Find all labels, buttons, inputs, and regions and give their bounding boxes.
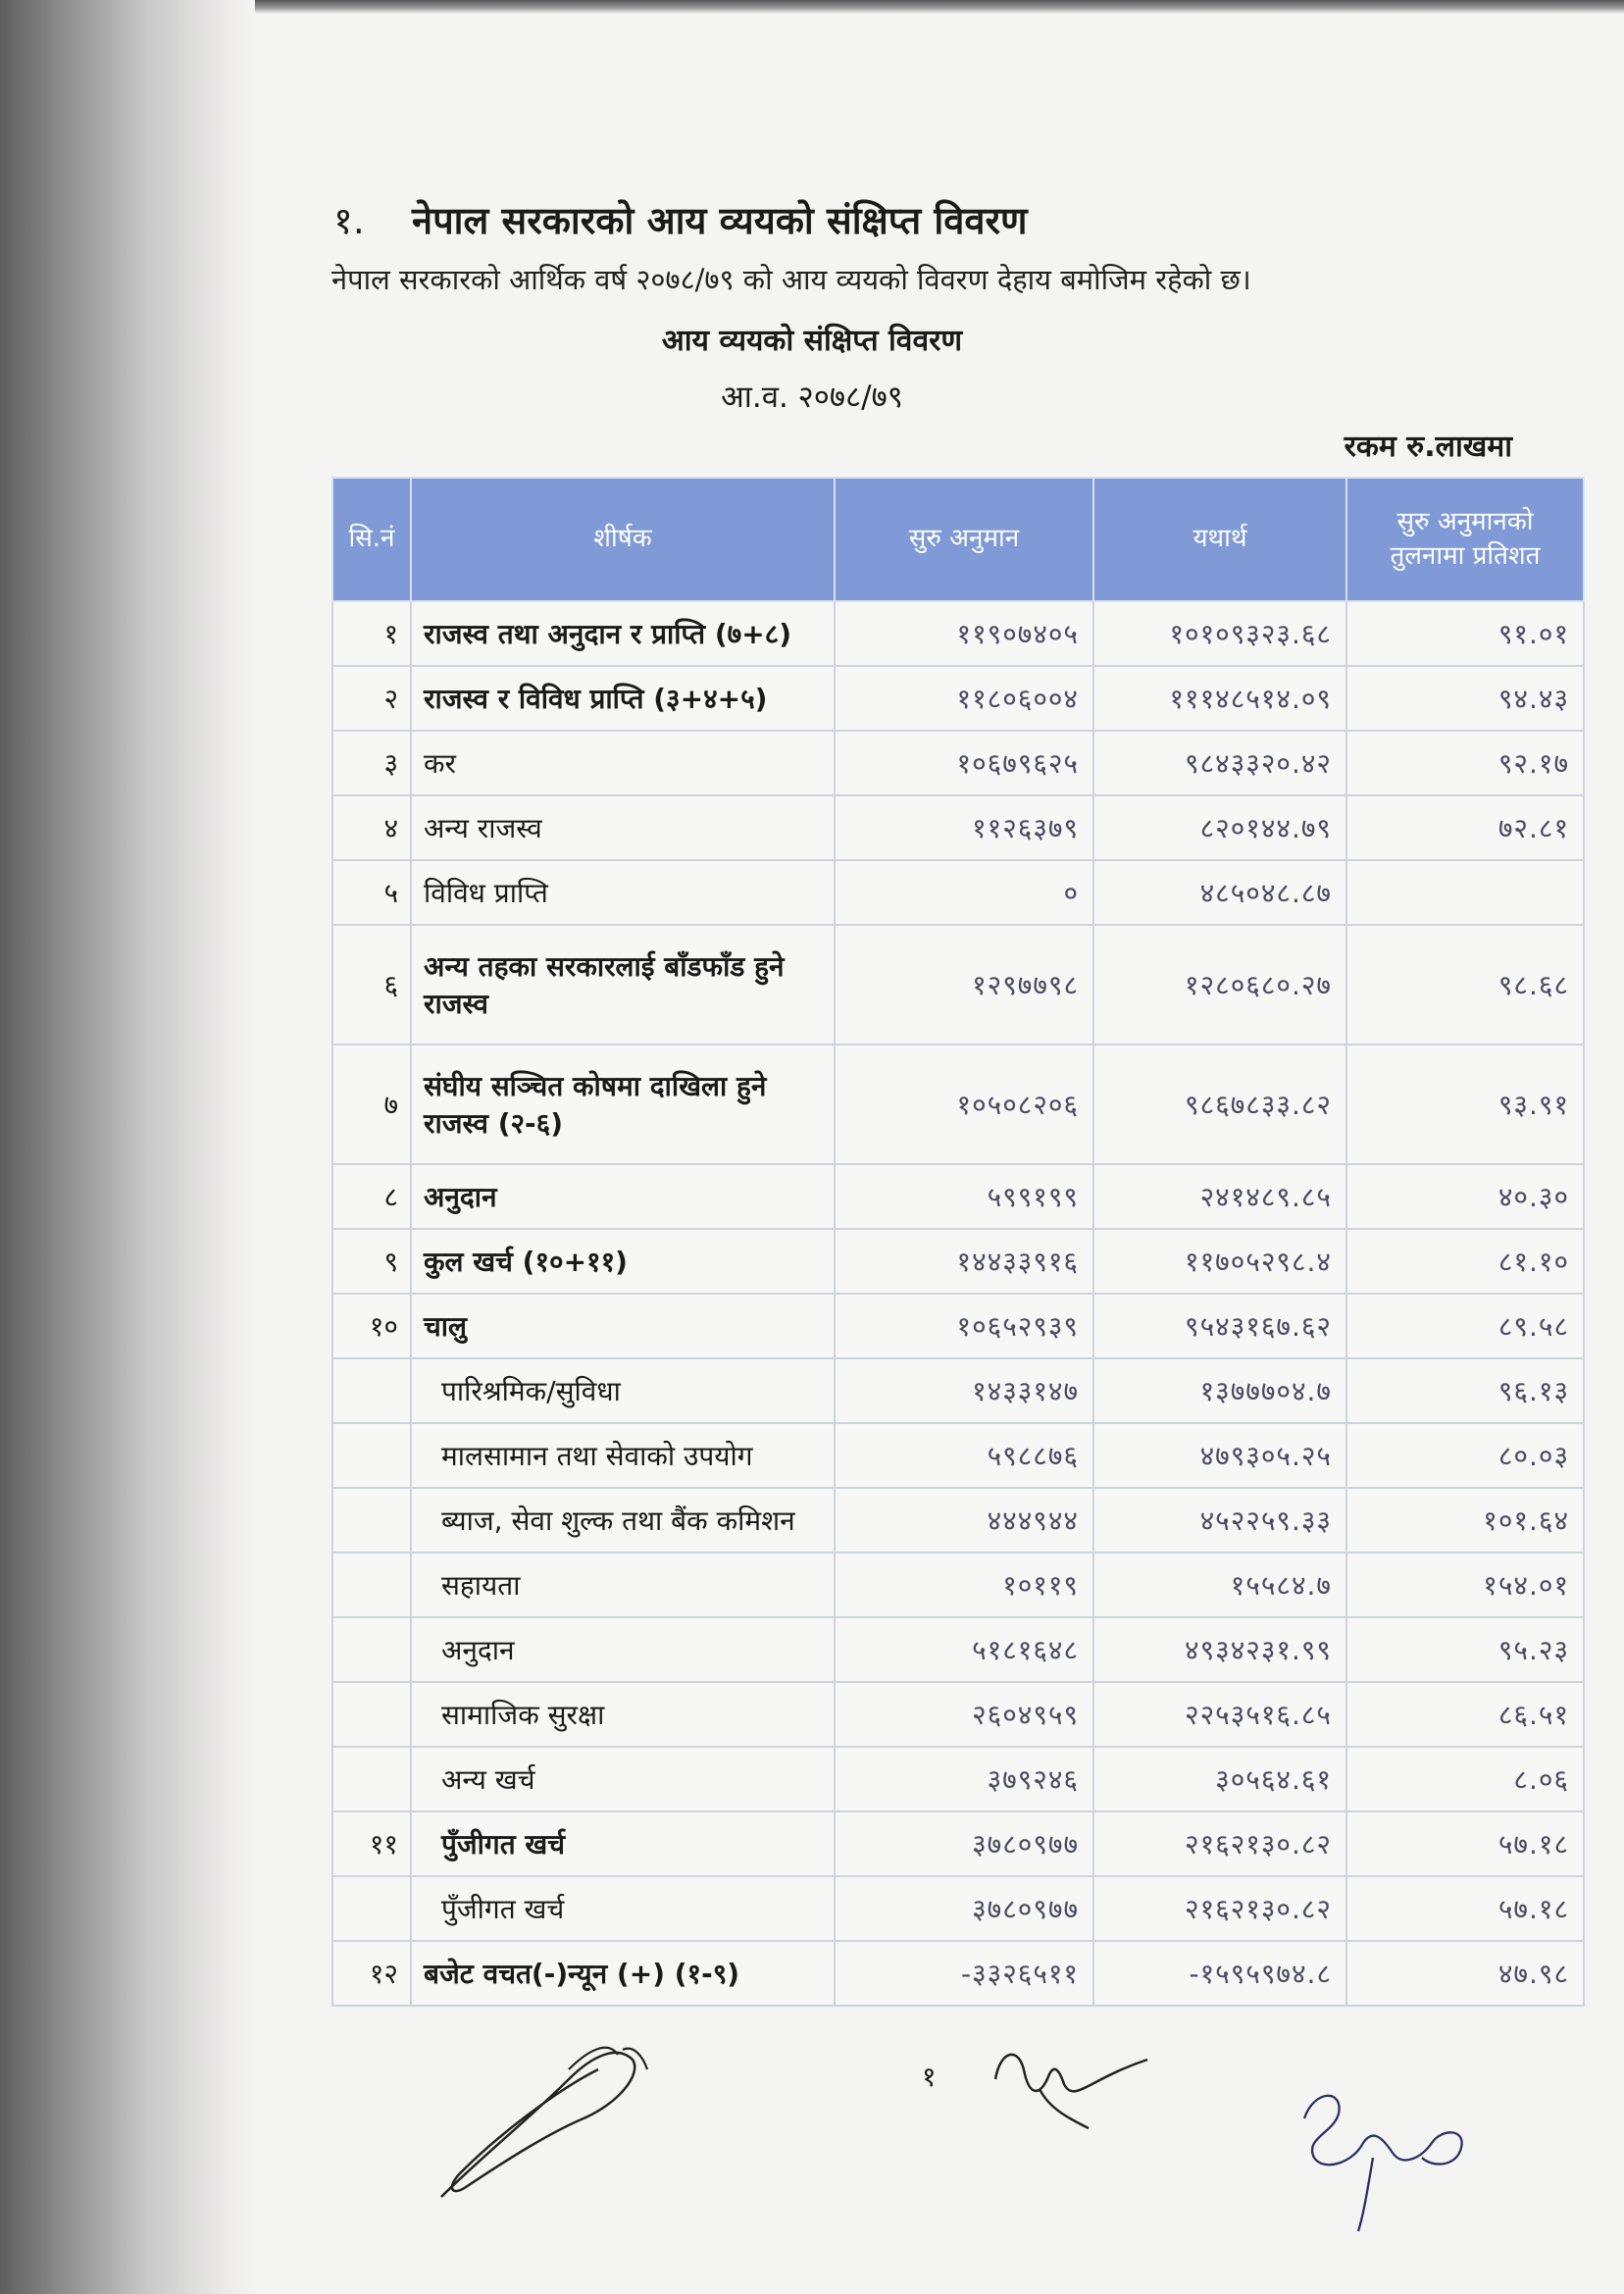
row-actual: २४१४८९.८५ <box>1093 1164 1346 1229</box>
table-header-row <box>332 478 1584 601</box>
row-percent: ७२.८१ <box>1346 795 1584 860</box>
section-title: नेपाल सरकारको आय व्ययको संक्षिप्त विवरण <box>412 199 1028 242</box>
row-percent: ९५.२३ <box>1346 1617 1584 1682</box>
row-label-line2: राजस्व (२-६) <box>424 1107 564 1140</box>
row-percent: १०१.६४ <box>1346 1488 1584 1553</box>
row-estimate: ११९०७४०५ <box>835 601 1093 666</box>
row-sn: ७ <box>332 1045 411 1164</box>
row-label-line2: राजस्व <box>424 988 488 1020</box>
intro-text: नेपाल सरकारको आर्थिक वर्ष २०७८/७९ को आय व्ययको विवरण देहाय बमोजिम रहेको छ। <box>331 263 1251 296</box>
row-actual: ३०५६४.६१ <box>1093 1747 1346 1811</box>
row-sn <box>332 1617 411 1682</box>
signature-middle <box>981 2020 1157 2138</box>
row-percent <box>1346 860 1584 925</box>
row-estimate: ११२६३७९ <box>835 795 1093 860</box>
row-label: अनुदान <box>411 1164 835 1229</box>
header-estimate: सुरु अनुमान <box>835 478 1093 601</box>
table-row <box>332 795 1584 860</box>
row-label-line1: अन्य तहका सरकारलाई बाँडफाँड हुने <box>424 950 785 983</box>
row-percent: १५४.०१ <box>1346 1553 1584 1617</box>
row-actual: ८२०१४४.७९ <box>1093 795 1346 860</box>
row-label: पुँजीगत खर्च <box>411 1811 835 1876</box>
table-row <box>332 1488 1584 1553</box>
table-row <box>332 1423 1584 1488</box>
row-estimate: १२९७७९८ <box>835 925 1093 1045</box>
table-row <box>332 601 1584 666</box>
row-percent: ८०.०३ <box>1346 1423 1584 1488</box>
header-percent-line1: सुरु अनुमानको <box>1396 506 1534 536</box>
row-sn: १ <box>332 601 411 666</box>
row-actual: ९८६७८३३.८२ <box>1093 1045 1346 1164</box>
row-label: राजस्व र विविध प्राप्ति (३+४+५) <box>411 666 835 731</box>
row-sn <box>332 1358 411 1423</box>
row-actual: १२८०६८०.२७ <box>1093 925 1346 1045</box>
row-actual: ४८५०४८.८७ <box>1093 860 1346 925</box>
table-row <box>332 1294 1584 1358</box>
row-sn <box>332 1682 411 1747</box>
row-actual: ४५२२५९.३३ <box>1093 1488 1346 1553</box>
table-row <box>332 1876 1584 1941</box>
row-sn: २ <box>332 666 411 731</box>
row-label: सामाजिक सुरक्षा <box>411 1682 835 1747</box>
header-percent <box>1346 478 1584 601</box>
budget-summary-table <box>331 477 1585 2007</box>
table-title: आय व्ययको संक्षिप्त विवरण <box>661 324 963 358</box>
table-row <box>332 1617 1584 1682</box>
row-label: चालु <box>411 1294 835 1358</box>
row-percent: ५७.१८ <box>1346 1811 1584 1876</box>
row-label <box>411 925 835 1045</box>
row-estimate: १४४३३९१६ <box>835 1229 1093 1294</box>
row-percent: ८१.१० <box>1346 1229 1584 1294</box>
row-sn <box>332 1488 411 1553</box>
page-number: १ <box>922 2061 937 2093</box>
row-sn: १२ <box>332 1941 411 2006</box>
row-estimate: ४४४९४४ <box>835 1488 1093 1553</box>
row-percent: ९४.४३ <box>1346 666 1584 731</box>
row-label: अनुदान <box>411 1617 835 1682</box>
row-percent: ४०.३० <box>1346 1164 1584 1229</box>
row-actual: ४७९३०५.२५ <box>1093 1423 1346 1488</box>
fiscal-year: आ.व. २०७८/७९ <box>721 380 903 415</box>
row-sn: ५ <box>332 860 411 925</box>
row-label-line1: संघीय सञ्चित कोषमा दाखिला हुने <box>424 1070 767 1102</box>
row-estimate: १०५०८२०६ <box>835 1045 1093 1164</box>
row-label: विविध प्राप्ति <box>411 860 835 925</box>
row-estimate: २६०४९५९ <box>835 1682 1093 1747</box>
table-row <box>332 1045 1584 1164</box>
row-estimate: ३७८०९७७ <box>835 1811 1093 1876</box>
row-sn <box>332 1423 411 1488</box>
row-actual: १०१०९३२३.६८ <box>1093 601 1346 666</box>
table-row <box>332 1811 1584 1876</box>
row-estimate: ३७८०९७७ <box>835 1876 1093 1941</box>
row-label <box>411 1045 835 1164</box>
row-actual: ४९३४२३१.९९ <box>1093 1617 1346 1682</box>
table-row <box>332 860 1584 925</box>
table-row <box>332 925 1584 1045</box>
row-estimate: १४३३१४७ <box>835 1358 1093 1423</box>
row-percent: ९१.०१ <box>1346 601 1584 666</box>
amount-unit: रकम रु.लाखमा <box>1344 430 1512 464</box>
row-estimate: -३३२६५११ <box>835 1941 1093 2006</box>
header-actual: यथार्थ <box>1093 478 1346 601</box>
row-estimate: १०११९ <box>835 1553 1093 1617</box>
row-sn <box>332 1553 411 1617</box>
row-estimate: ५९८८७६ <box>835 1423 1093 1488</box>
table-row <box>332 1941 1584 2006</box>
row-label: सहायता <box>411 1553 835 1617</box>
row-actual: -१५९५९७४.८ <box>1093 1941 1346 2006</box>
row-percent: ८९.५८ <box>1346 1294 1584 1358</box>
row-sn: ९ <box>332 1229 411 1294</box>
row-label: कर <box>411 731 835 795</box>
row-actual: ११७०५२९८.४ <box>1093 1229 1346 1294</box>
row-label: बजेट वचत(-)न्यून (+) (१-९) <box>411 1941 835 2006</box>
row-label: पारिश्रमिक/सुविधा <box>411 1358 835 1423</box>
row-estimate: ० <box>835 860 1093 925</box>
row-percent: ९२.१७ <box>1346 731 1584 795</box>
table-row <box>332 1747 1584 1811</box>
section-number: १. <box>333 199 365 242</box>
row-sn: ६ <box>332 925 411 1045</box>
table-row <box>332 1229 1584 1294</box>
row-estimate: ५१८१६४८ <box>835 1617 1093 1682</box>
row-percent: ८६.५१ <box>1346 1682 1584 1747</box>
row-actual: २१६२१३०.८२ <box>1093 1876 1346 1941</box>
row-estimate: ११८०६००४ <box>835 666 1093 731</box>
table-row <box>332 1358 1584 1423</box>
signature-right <box>1285 2060 1481 2236</box>
row-actual: १११४८५१४.०९ <box>1093 666 1346 731</box>
row-estimate: ५९९१९९ <box>835 1164 1093 1229</box>
signature-left <box>422 2011 657 2207</box>
row-percent: ९८.६८ <box>1346 925 1584 1045</box>
row-sn: ८ <box>332 1164 411 1229</box>
row-actual: २२५३५१६.८५ <box>1093 1682 1346 1747</box>
row-sn: ३ <box>332 731 411 795</box>
row-percent: ४७.९८ <box>1346 1941 1584 2006</box>
row-actual: १५५८४.७ <box>1093 1553 1346 1617</box>
row-sn: ११ <box>332 1811 411 1876</box>
row-percent: ९६.१३ <box>1346 1358 1584 1423</box>
row-estimate: १०६५२९३९ <box>835 1294 1093 1358</box>
row-actual: १३७७७०४.७ <box>1093 1358 1346 1423</box>
row-sn <box>332 1747 411 1811</box>
row-label: अन्य राजस्व <box>411 795 835 860</box>
section-heading <box>333 194 1028 245</box>
table-row <box>332 1553 1584 1617</box>
row-label: कुल खर्च (१०+११) <box>411 1229 835 1294</box>
table-row <box>332 666 1584 731</box>
row-percent: ८.०६ <box>1346 1747 1584 1811</box>
table-row <box>332 731 1584 795</box>
row-percent: ९३.९१ <box>1346 1045 1584 1164</box>
row-estimate: ३७९२४६ <box>835 1747 1093 1811</box>
row-actual: ९५४३१६७.६२ <box>1093 1294 1346 1358</box>
row-actual: ९८४३३२०.४२ <box>1093 731 1346 795</box>
row-label: अन्य खर्च <box>411 1747 835 1811</box>
header-sn: सि.नं <box>332 478 411 601</box>
row-sn: १० <box>332 1294 411 1358</box>
row-label: पुँजीगत खर्च <box>411 1876 835 1941</box>
row-sn <box>332 1876 411 1941</box>
row-percent: ५७.१८ <box>1346 1876 1584 1941</box>
row-label: ब्याज, सेवा शुल्क तथा बैंक कमिशन <box>411 1488 835 1553</box>
table-row <box>332 1682 1584 1747</box>
row-label: मालसामान तथा सेवाको उपयोग <box>411 1423 835 1488</box>
table-row <box>332 1164 1584 1229</box>
row-sn: ४ <box>332 795 411 860</box>
row-estimate: १०६७९६२५ <box>835 731 1093 795</box>
row-actual: २१६२१३०.८२ <box>1093 1811 1346 1876</box>
header-percent-line2: तुलनामा प्रतिशत <box>1390 541 1541 571</box>
row-label: राजस्व तथा अनुदान र प्राप्ति (७+८) <box>411 601 835 666</box>
header-title: शीर्षक <box>411 478 835 601</box>
